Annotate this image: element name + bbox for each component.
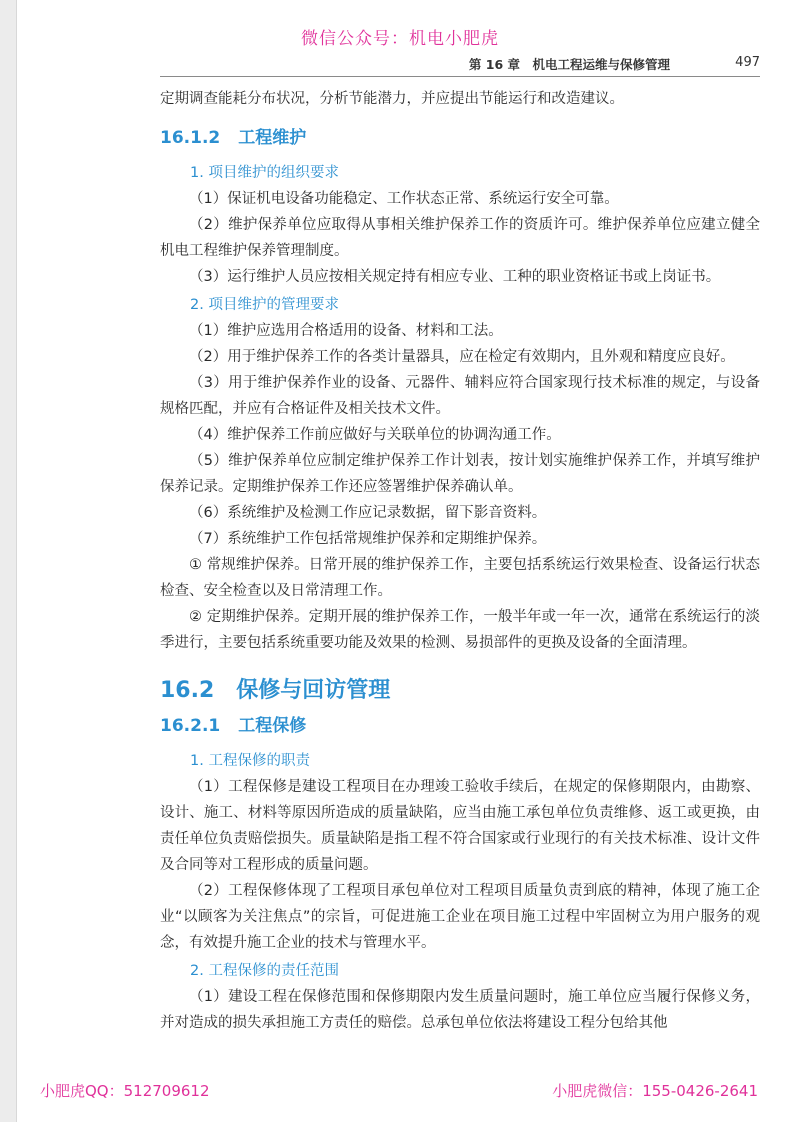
paragraph: （1）维护应选用合格适用的设备、材料和工法。 <box>189 323 503 339</box>
watermark-bottom-right: 小肥虎微信：155-0426-2641 <box>552 1082 758 1100</box>
page-binding-line <box>16 0 17 1122</box>
paragraph: （1）工程保修是建设工程项目在办理竣工验收手续后，在规定的保修期限内，由勘察、设计、施工、材料等原因所造成的质量缺陷，应当由施工承包单位负责维修、返工或更换，由责任单位负责赔偿损失。质量缺陷是指工程不符合国家或行业现行的有关技术标准、设计文件及合同等对工程形成的质量问题。 <box>160 779 760 873</box>
running-header <box>160 52 760 74</box>
subheading-mgmt-requirements: 2. 项目维护的管理要求 <box>190 297 339 313</box>
intro-paragraph: 定期调查能耗分布状况，分析节能潜力，并应提出节能运行和改造建议。 <box>160 91 624 107</box>
section-number: 16.1.2 <box>160 128 221 148</box>
section-title: 保修与回访管理 <box>236 678 391 703</box>
page-binding-edge <box>0 0 16 1122</box>
section-number: 16.2.1 <box>160 716 221 736</box>
paragraph: （2）用于维护保养工作的各类计量器具，应在检定有效期内，且外观和精度应良好。 <box>189 349 735 365</box>
paragraph: （4）维护保养工作前应做好与关联单位的协调沟通工作。 <box>189 427 561 443</box>
subheading-org-requirements: 1. 项目维护的组织要求 <box>190 165 339 181</box>
subheading-warranty-duties: 1. 工程保修的职责 <box>190 753 310 769</box>
page-content <box>160 86 760 1036</box>
paragraph: （1）建设工程在保修范围和保修期限内发生质量问题时，施工单位应当履行保修义务，并对造成的损失承担施工方责任的赔偿。总承包单位依法将建设工程分包给其他 <box>160 989 760 1031</box>
subheading-warranty-scope: 2. 工程保修的责任范围 <box>190 963 339 979</box>
paragraph: （2）维护保养单位应取得从事相关维护保养工作的资质许可。维护保养单位应建立健全机电工程维护保养管理制度。 <box>160 217 760 259</box>
page-number: 497 <box>735 55 760 70</box>
paragraph: （3）用于维护保养作业的设备、元器件、辅料应符合国家现行技术标准的规定，与设备规格匹配，并应有合格证件及相关技术文件。 <box>160 375 760 417</box>
section-heading-16-1-2 <box>160 126 760 150</box>
section-title: 工程维护 <box>238 128 307 148</box>
paragraph: （3）运行维护人员应按相关规定持有相应专业、工种的职业资格证书或上岗证书。 <box>189 269 721 285</box>
paragraph: ① 常规维护保养。日常开展的维护保养工作，主要包括系统运行效果检查、设备运行状态检查、安全检查以及日常清理工作。 <box>160 557 760 599</box>
section-heading-16-2-1 <box>160 714 760 738</box>
watermark-top: 微信公众号：机电小肥虎 <box>301 29 499 49</box>
section-number: 16.2 <box>160 678 215 703</box>
paragraph: （2）工程保修体现了工程项目承包单位对工程项目质量负责到底的精神，体现了施工企业“以顾客为关注焦点”的宗旨，可促进施工企业在项目施工过程中牢固树立为用户服务的观念，有效提升施工企业的技术与管理水平。 <box>160 883 760 951</box>
section-title: 工程保修 <box>238 716 307 736</box>
paragraph: ② 定期维护保养。定期开展的维护保养工作，一般半年或一年一次，通常在系统运行的淡季进行，主要包括系统重要功能及效果的检测、易损部件的更换及设备的全面清理。 <box>160 609 760 651</box>
header-chapter-title: 第 16 章 机电工程运维与保修管理 <box>468 57 670 72</box>
watermark-bottom-left: 小肥虎QQ：512709612 <box>40 1082 210 1100</box>
paragraph: （7）系统维护工作包括常规维护保养和定期维护保养。 <box>189 531 547 547</box>
paragraph: （6）系统维护及检测工作应记录数据，留下影音资料。 <box>189 505 547 521</box>
paragraph: （1）保证机电设备功能稳定、工作状态正常、系统运行安全可靠。 <box>189 191 619 207</box>
paragraph: （5）维护保养单位应制定维护保养工作计划表，按计划实施维护保养工作，并填写维护保养记录。定期维护保养工作还应签署维护保养确认单。 <box>160 453 760 495</box>
section-heading-16-2 <box>160 676 760 706</box>
header-rule <box>160 76 760 77</box>
